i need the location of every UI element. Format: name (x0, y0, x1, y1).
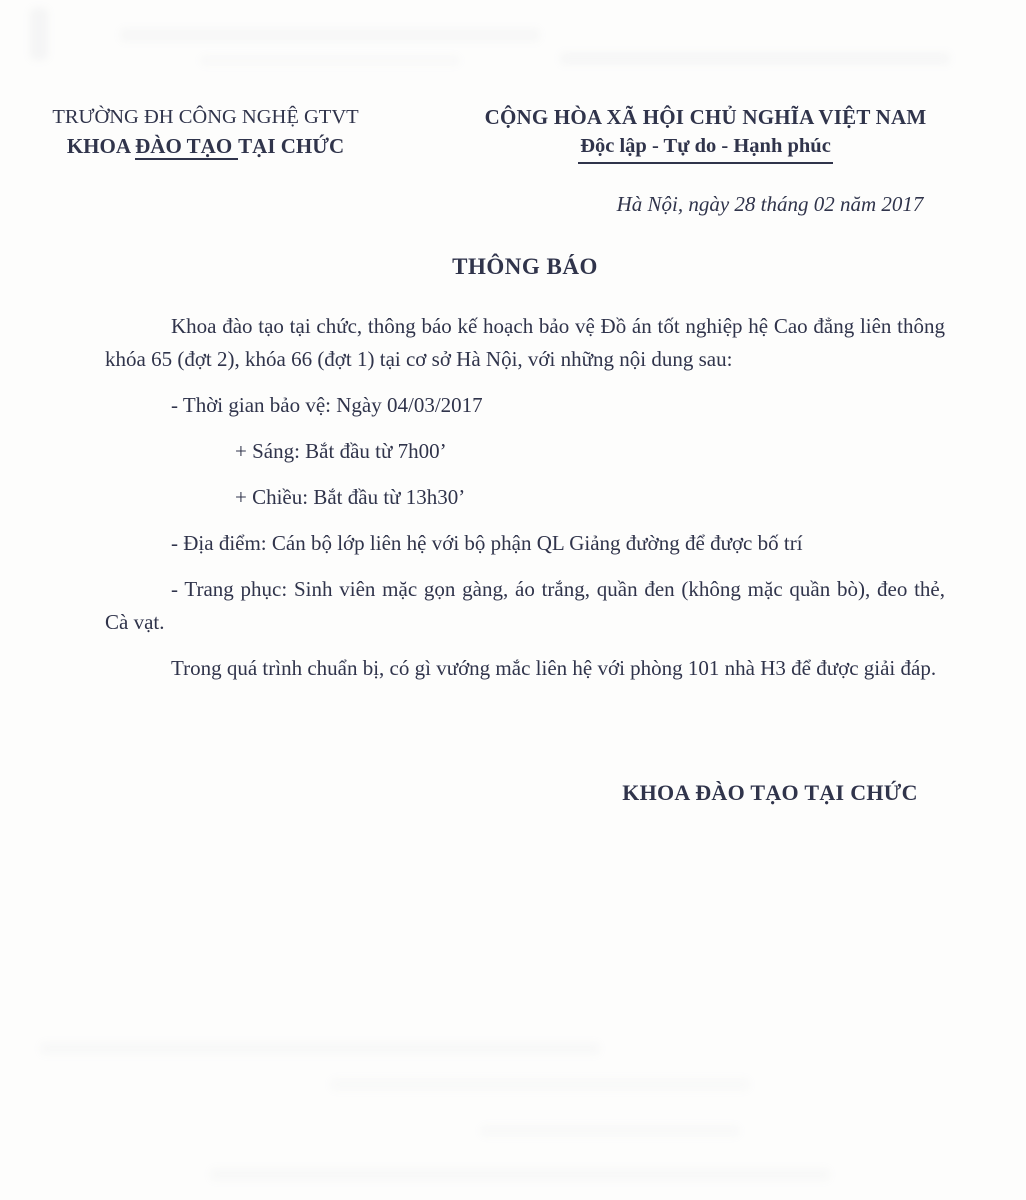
document-body (105, 310, 945, 698)
scan-artifact (120, 28, 540, 42)
national-title: CỘNG HÒA XÃ HỘI CHỦ NGHĨA VIỆT NAM (484, 105, 927, 129)
document-title: THÔNG BÁO (452, 254, 598, 279)
list-item-dresscode: - Trang phục: Sinh viên mặc gọn gàng, áo trắng, quần đen (không mặc quần bò), đeo thẻ, Cà vạt. (105, 577, 945, 634)
list-item-morning: + Sáng: Bắt đầu từ 7h00’ (235, 439, 447, 463)
department-name-pre: KHOA (66, 134, 136, 158)
department-name-post: TẠI CHỨC (238, 134, 345, 158)
scan-artifact (480, 1125, 740, 1137)
department-name-underlined: ĐÀO TẠO (135, 134, 238, 160)
scan-artifact (330, 1078, 750, 1091)
signature-department: KHOA ĐÀO TẠO TẠI CHỨC (622, 780, 918, 805)
closing-paragraph: Trong quá trình chuẩn bị, có gì vướng mắc liên hệ với phòng 101 nhà H3 để được giải đáp. (171, 656, 937, 680)
list-item-afternoon: + Chiều: Bắt đầu từ 13h30’ (235, 485, 466, 509)
letterhead-national (468, 103, 943, 164)
scan-artifact (30, 8, 48, 60)
scan-artifact (40, 1042, 600, 1055)
scan-artifact (560, 52, 950, 65)
scan-artifact (210, 1168, 830, 1181)
letterhead-institution (38, 103, 373, 161)
scan-artifact (200, 55, 460, 66)
national-motto: Độc lập - Tự do - Hạnh phúc (578, 132, 833, 164)
intro-paragraph: Khoa đào tạo tại chức, thông báo kế hoạch bảo vệ Đồ án tốt nghiệp hệ Cao đẳng liên thông khóa 65 (đợt 2), khóa 66 (đợt 1) tại cơ sở Hà Nội, với những nội dung sau: (105, 314, 945, 371)
dateline: Hà Nội, ngày 28 tháng 02 năm 2017 (616, 192, 924, 216)
list-item-location: - Địa điểm: Cán bộ lớp liên hệ với bộ phận QL Giảng đường để được bố trí (171, 531, 803, 555)
list-item-time: - Thời gian bảo vệ: Ngày 04/03/2017 (171, 393, 483, 417)
institution-name: TRƯỜNG ĐH CÔNG NGHỆ GTVT (52, 106, 359, 128)
department-name (38, 132, 373, 161)
